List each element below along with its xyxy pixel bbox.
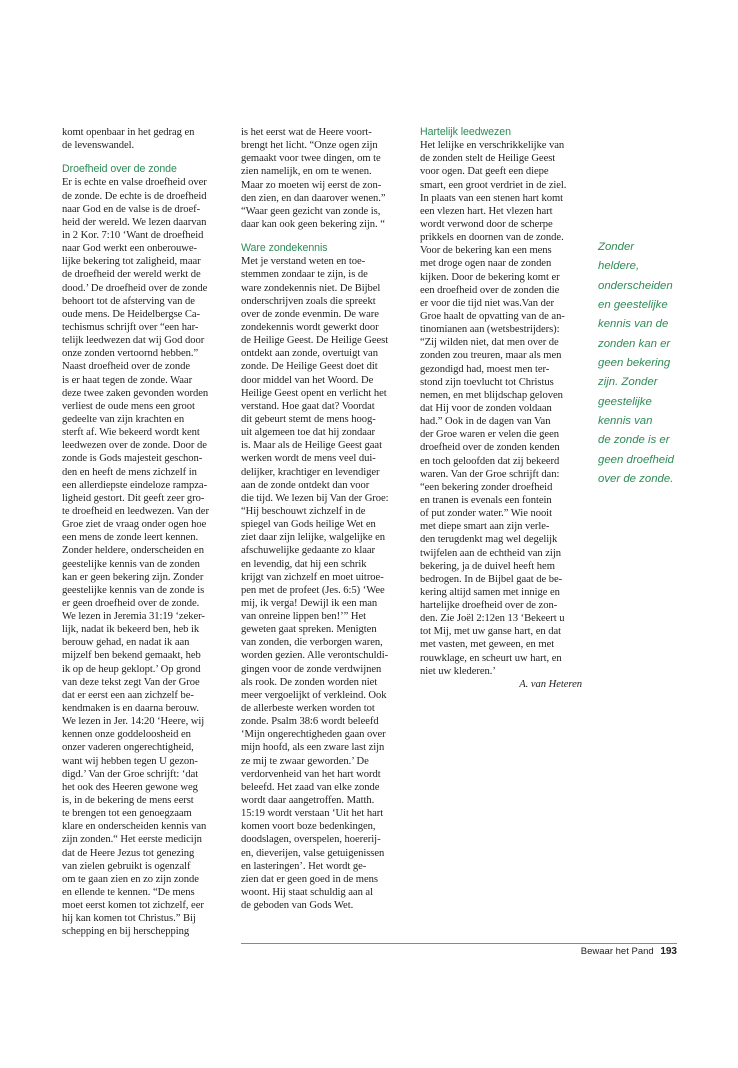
text-line: die tijd. We lezen bij Van der Groe: [241,492,389,504]
text-line: beleefd. Het zaad van elke zonde [241,781,380,793]
text-line: van onreine lippen ben!’” Het [241,611,367,623]
spacer [241,231,413,242]
text-line: Zonder heldere, onderscheiden en [62,545,204,557]
text-line: uit algemeen toe dat hij zondaar [241,427,376,439]
text-line: worden gezien. Alle verontschuldi- [241,650,389,662]
text-line: naar God werkt een onberouwe- [62,243,198,255]
section-heading-ware-zondekennis: Ware zondekennis [241,242,328,255]
text-line: Naast droefheid over de zonde [62,361,190,373]
text-line: komt openbaar in het gedrag en [62,127,195,138]
text-line: Er is echte en valse droefheid over [62,177,207,189]
text-line: pen met de profeet (Jes. 6:5) ‘Wee [241,584,385,596]
text-line: lijke bekering tot zaligheid, maar [62,256,201,268]
text-line: gingen voor de zonde verdwijnen [241,663,382,675]
pull-quote-line: en geestelijke [598,299,668,312]
text-line: door middel van het Woord. De [241,374,374,386]
text-line: verliest de oude mens een groot [62,400,195,412]
text-line: en, dieverijen, valse getuigenissen [241,847,385,859]
pull-quote-line: kennis van de [598,318,669,331]
text-line: te droefheid en leedwezen. Van der [62,505,209,517]
text-line: bedrogen. In de Bijbel gaat de be- [420,573,563,585]
text-line: de Heilige Geest. De Heilige Geest [241,335,389,347]
text-line: spiegel van Gods heilige Wet en [241,519,376,531]
author-signature: A. van Heteren [519,678,582,690]
text-line: In plaats van een stenen hart komt [420,192,564,204]
pull-quote-line: zijn. Zonder [598,376,658,389]
text-line: ze mij te zwaar geworden.’ De [241,755,369,767]
spacer [62,152,234,163]
text-line: schepping en bij herschepping [62,926,190,938]
pull-quote-line: onderscheiden [598,279,673,292]
text-line: te brengen tot een genoegzaam [62,808,192,820]
text-line: een mens de zonde leert kennen. [62,532,199,544]
text-line: mijzelf ben bekend gemaakt, heb [62,650,201,662]
text-line: geestelijke kennis van de zonden [62,558,200,570]
text-line: gezondigd had, moest men ter- [420,363,550,375]
text-line: heid der wereld. We lezen daarvan [62,216,207,228]
text-line: krijgt van zichzelf en moet uitroe- [241,571,384,583]
text-line: twijfelen aan de echtheid van zijn [420,547,561,559]
text-line: meer vergoelijkt of verkleind. Ook [241,689,387,701]
text-line: zijn zonden.“ Het eerste medicijn [62,834,202,846]
text-line: den en heeft de mens zichzelf in [62,466,197,478]
text-line: brengt het licht. “Onze ogen zijn [241,140,378,152]
text-line: en levendig, dat hij een schrik [241,558,367,570]
text-line: gedeelte van zijn krachten en [62,413,185,425]
text-line: de levenswandel. [62,140,135,152]
text-line: en tranen is evenals een fontein [420,494,552,506]
text-line: daar kan ook geen bekering zijn. “ [241,218,385,230]
text-line: of put zonder water.” Wie nooit [420,508,552,520]
text-line: verdorvenheid van het hart wordt [241,768,381,780]
text-line: moet eerst komen tot zichzelf, eer [62,900,204,912]
text-line: van zonden, die verborgen waren, [241,637,383,649]
text-line: de allerbeste werken worden tot [241,703,375,715]
text-line: en lasteringen’. Het wordt ge- [241,860,367,872]
text-line: kennen onze goddeloosheid en [62,729,191,741]
text-line: met vasten, met geween, en met [420,639,555,651]
text-line: onderschrijven zoals die spreekt [241,295,376,307]
text-line: in 2 Kor. 7:10 ‘Want de droefheid [62,229,204,241]
text-line: onze zonden vertoornd hebben.” [62,348,199,360]
text-line: bekering, ja de duivel heeft hem [420,560,555,572]
text-line: prikkels en doornen van de zonde. [420,232,564,244]
footer-rule [241,943,677,944]
text-line: “Zij wilden niet, dat men over de [420,337,559,349]
text-line: is. Maar als de Heilige Geest gaat [241,440,382,452]
text-line: berouw gehad, en nadat ik aan [62,637,190,649]
text-line: de zonde. De echte is de droefheid [62,190,207,202]
text-line: telijk leedwezen dat wij God door [62,335,205,347]
article-column-1 [62,126,234,939]
pull-quote-line: heldere, [598,260,640,273]
text-line: kering altijd samen met innige en [420,586,560,598]
text-line: met diepe smart aan zijn verle- [420,521,550,533]
text-line: Het lelijke en verschrikkelijke van [420,140,565,152]
text-line: dat de Heere Jezus tot genezing [62,847,195,859]
text-line: klare en onderscheiden kennis van [62,821,207,833]
text-line: van deze tekst zegt Van der Groe [62,676,200,688]
text-line: der Groe waren er velen die geen [420,429,559,441]
section-heading-droefheid: Droefheid over de zonde [62,163,177,176]
text-line: tot Mij, met uw ganse hart, en dat [420,626,561,638]
text-line: oude mens. De Heidelbergse Ca- [62,308,201,320]
text-line: er geen droefheid over de zonde. [62,597,200,609]
text-line: techismus schrijft over “een har- [62,321,199,333]
text-line: afschuwelijke gedaante zo klaar [241,545,376,557]
text-line: den. Zie Joël 2:12en 13 ‘Bekeert u [420,613,565,625]
text-line: hartelijke droefheid over de zon- [420,600,558,612]
text-line: ware zondekennis niet. De Bijbel [241,282,381,294]
text-line: zonden zou treuren, maar als men [420,350,562,362]
text-line: is, in de bekering de mens eerst [62,795,194,807]
text-line: smart, een groot verdriet in de ziel. [420,179,567,191]
text-line: ontdekt aan zonde, overtuigt van [241,348,378,360]
text-line: Voor de bekering kan een mens [420,245,552,257]
text-line: over de zonde evenmin. De ware [241,308,379,320]
text-line: de zonden stelt de Heilige Geest [420,153,556,165]
text-line: rouwklage, en scheurt uw hart, en [420,652,562,664]
text-line: digd.’ Van der Groe schrijft: ‘dat [62,768,199,780]
text-line: behoort tot de afsterving van de [62,295,195,307]
text-line: ligheid gestort. Dit geeft zeer gro- [62,492,205,504]
text-line: geestelijke kennis van de zonde is [62,584,205,596]
text-line: van zielen gebruikt is ogenzalf [62,860,191,872]
pull-quote-line: geen droefheid [598,453,675,466]
text-line: had.” Ook in de dagen van Van [420,416,551,428]
text-line: een droefheid over de zonden die [420,284,560,296]
text-line: stond zijn toevlucht tot Christus [420,376,554,388]
text-line: “Hij beschouwt zichzelf in de [241,505,366,517]
text-line: Heilige Geest opent en verlicht het [241,387,387,399]
text-line: We lezen in Jer. 14:20 ‘Heere, wij [62,716,205,728]
text-line: hij kan komen tot Christus.” Bij [62,913,196,925]
column3-body [420,139,592,678]
text-line: aan de zonde ontdekt dan voor [241,479,370,491]
pull-quote-line: zonden kan er [598,337,671,350]
text-line: geweten gaat spreken. Menigten [241,624,377,636]
text-line: dit gebeurt stemt de mens hoog- [241,413,376,425]
text-line: het ook des Heeren gewone weg [62,781,198,793]
text-line: lijk, nadat ik bekeerd ben, heb ik [62,624,200,636]
text-line: den terugdenkt mag wel degelijk [420,534,558,546]
text-line: met droge ogen naar de zonden [420,258,552,270]
pull-quote-line: Zonder [598,241,635,253]
page-footer [581,946,677,957]
text-line: nemen, en met blijdschap geloven [420,389,563,401]
text-line: dood.’ De droefheid over de zonde [62,282,208,294]
text-line: 15:19 wordt verstaan ‘Uit het hart [241,808,384,820]
pull-quote-line: geestelijke [598,395,652,408]
text-line: naar God en de valse is de droef- [62,203,201,215]
text-line: wordt verwond door de scherpe [420,218,553,230]
column2-body [241,255,413,912]
section-heading-hartelijk-leedwezen: Hartelijk leedwezen [420,126,511,138]
article-column-2 [241,126,413,912]
text-line: droefheid over de zonden kenden [420,442,560,454]
text-line: en toch geloofden dat zij bekeerd [420,455,560,467]
text-line: waren. Van der Groe schrijft dan: [420,468,560,480]
text-line: zonde. De Heilige Geest doet dit [241,361,378,373]
text-line: doodslagen, overspelen, hoererij- [241,834,381,846]
text-line: om te gaan zien en zo zijn zonde [62,873,199,885]
page-number: 193 [660,946,677,957]
text-line: kan er geen bekering zijn. Zonder [62,571,204,583]
text-line: verstand. Hoe gaat dat? Voordat [241,400,375,412]
text-line: de droefheid der wereld werkt de [62,269,201,281]
pull-quote [598,238,728,489]
text-line: zonde. Psalm 38:6 wordt beleefd [241,716,379,728]
text-line: kijken. Door de bekering komt er [420,271,560,283]
text-line: ik op de heup geklopt.’ Op grond [62,663,201,675]
text-line: Met je verstand weten en toe- [241,256,366,268]
article-column-3 [420,126,592,691]
text-line: ‘Mijn ongerechtigheden gaan over [241,729,386,741]
text-line: dat Hij voor de zonden voldaan [420,402,552,414]
text-line: Groe haalt de opvatting van de an- [420,310,565,322]
text-line: zien dat er geen goed in de mens [241,873,378,885]
column1-intro [62,126,234,152]
text-line: want wij hebben tegen U gezon- [62,755,198,767]
text-line: Groe ziet de vraag onder ogen hoe [62,519,207,531]
text-line: delijker, krachtiger en levendiger [241,466,380,478]
column2-intro [241,126,413,231]
text-line: kendmaken is en daarna berouw. [62,703,199,715]
text-line: is het eerst wat de Heere voort- [241,127,372,138]
text-line: een vlezen hart. Het vlezen hart [420,205,553,217]
text-line: onzer vaderen ongerechtigheid, [62,742,194,754]
text-line: is er haat tegen de zonde. Waar [62,374,193,386]
text-line: een allerdiepste eindeloze rampza- [62,479,208,491]
pull-quote-line: over de zonde. [598,473,674,486]
pull-quote-line: kennis van [598,415,653,428]
text-line: dat er eerst een aan zichzelf be- [62,689,194,701]
text-line: de geboden van Gods Wet. [241,900,354,912]
text-line: mijn hoofd, als een zware last zijn [241,742,385,754]
text-line: niet uw klederen.’ [420,665,496,677]
text-line: werken wordt de mens veel dui- [241,453,376,465]
text-line: zondekennis wordt gewerkt door [241,321,379,333]
text-line: gemaakt voor twee dingen, om te [241,153,381,165]
text-line: zonde is Gods majesteit geschon- [62,453,203,465]
pull-quote-line: de zonde is er [598,434,670,447]
text-line: als rook. De zonden worden niet [241,676,378,688]
text-line: mij, ik verga! Dewijl ik een man [241,597,378,609]
text-line: tinomianen aan (wetsbestrijders): [420,324,560,336]
text-line: deze twee zaken gevonden worden [62,387,209,399]
text-line: “een bekering zonder droefheid [420,481,553,493]
text-line: stemmen zondaar te zijn, is de [241,269,368,281]
text-line: We lezen in Jeremia 31:19 ‘zeker- [62,611,205,623]
text-line: en ellende te kennen. “De mens [62,887,195,899]
text-line: voor ogen. Dat geeft een diepe [420,166,549,178]
pull-quote-line: geen bekering [598,357,671,370]
text-line: den zien, en dan daarover wenen.” [241,192,386,204]
text-line: leedwezen over de zonde. Door de [62,440,207,452]
text-line: komen voort boze bedenkingen, [241,821,376,833]
text-line: “Waar geen gezicht van zonde is, [241,205,381,217]
text-line: ziet daar zijn lelijke, walgelijke en [241,532,386,544]
text-line: zien namelijk, en om te wenen. [241,166,372,178]
text-line: sterft af. Wie bekeerd wordt kent [62,427,200,439]
text-line: er voor die tijd niet was.Van der [420,297,554,309]
text-line: wordt daar aangetroffen. Matth. [241,795,375,807]
text-line: woont. Hij staat schuldig aan al [241,887,373,899]
text-line: Maar zo moeten wij eerst de zon- [241,179,382,191]
magazine-name: Bewaar het Pand [580,946,654,957]
column1-body [62,176,234,938]
